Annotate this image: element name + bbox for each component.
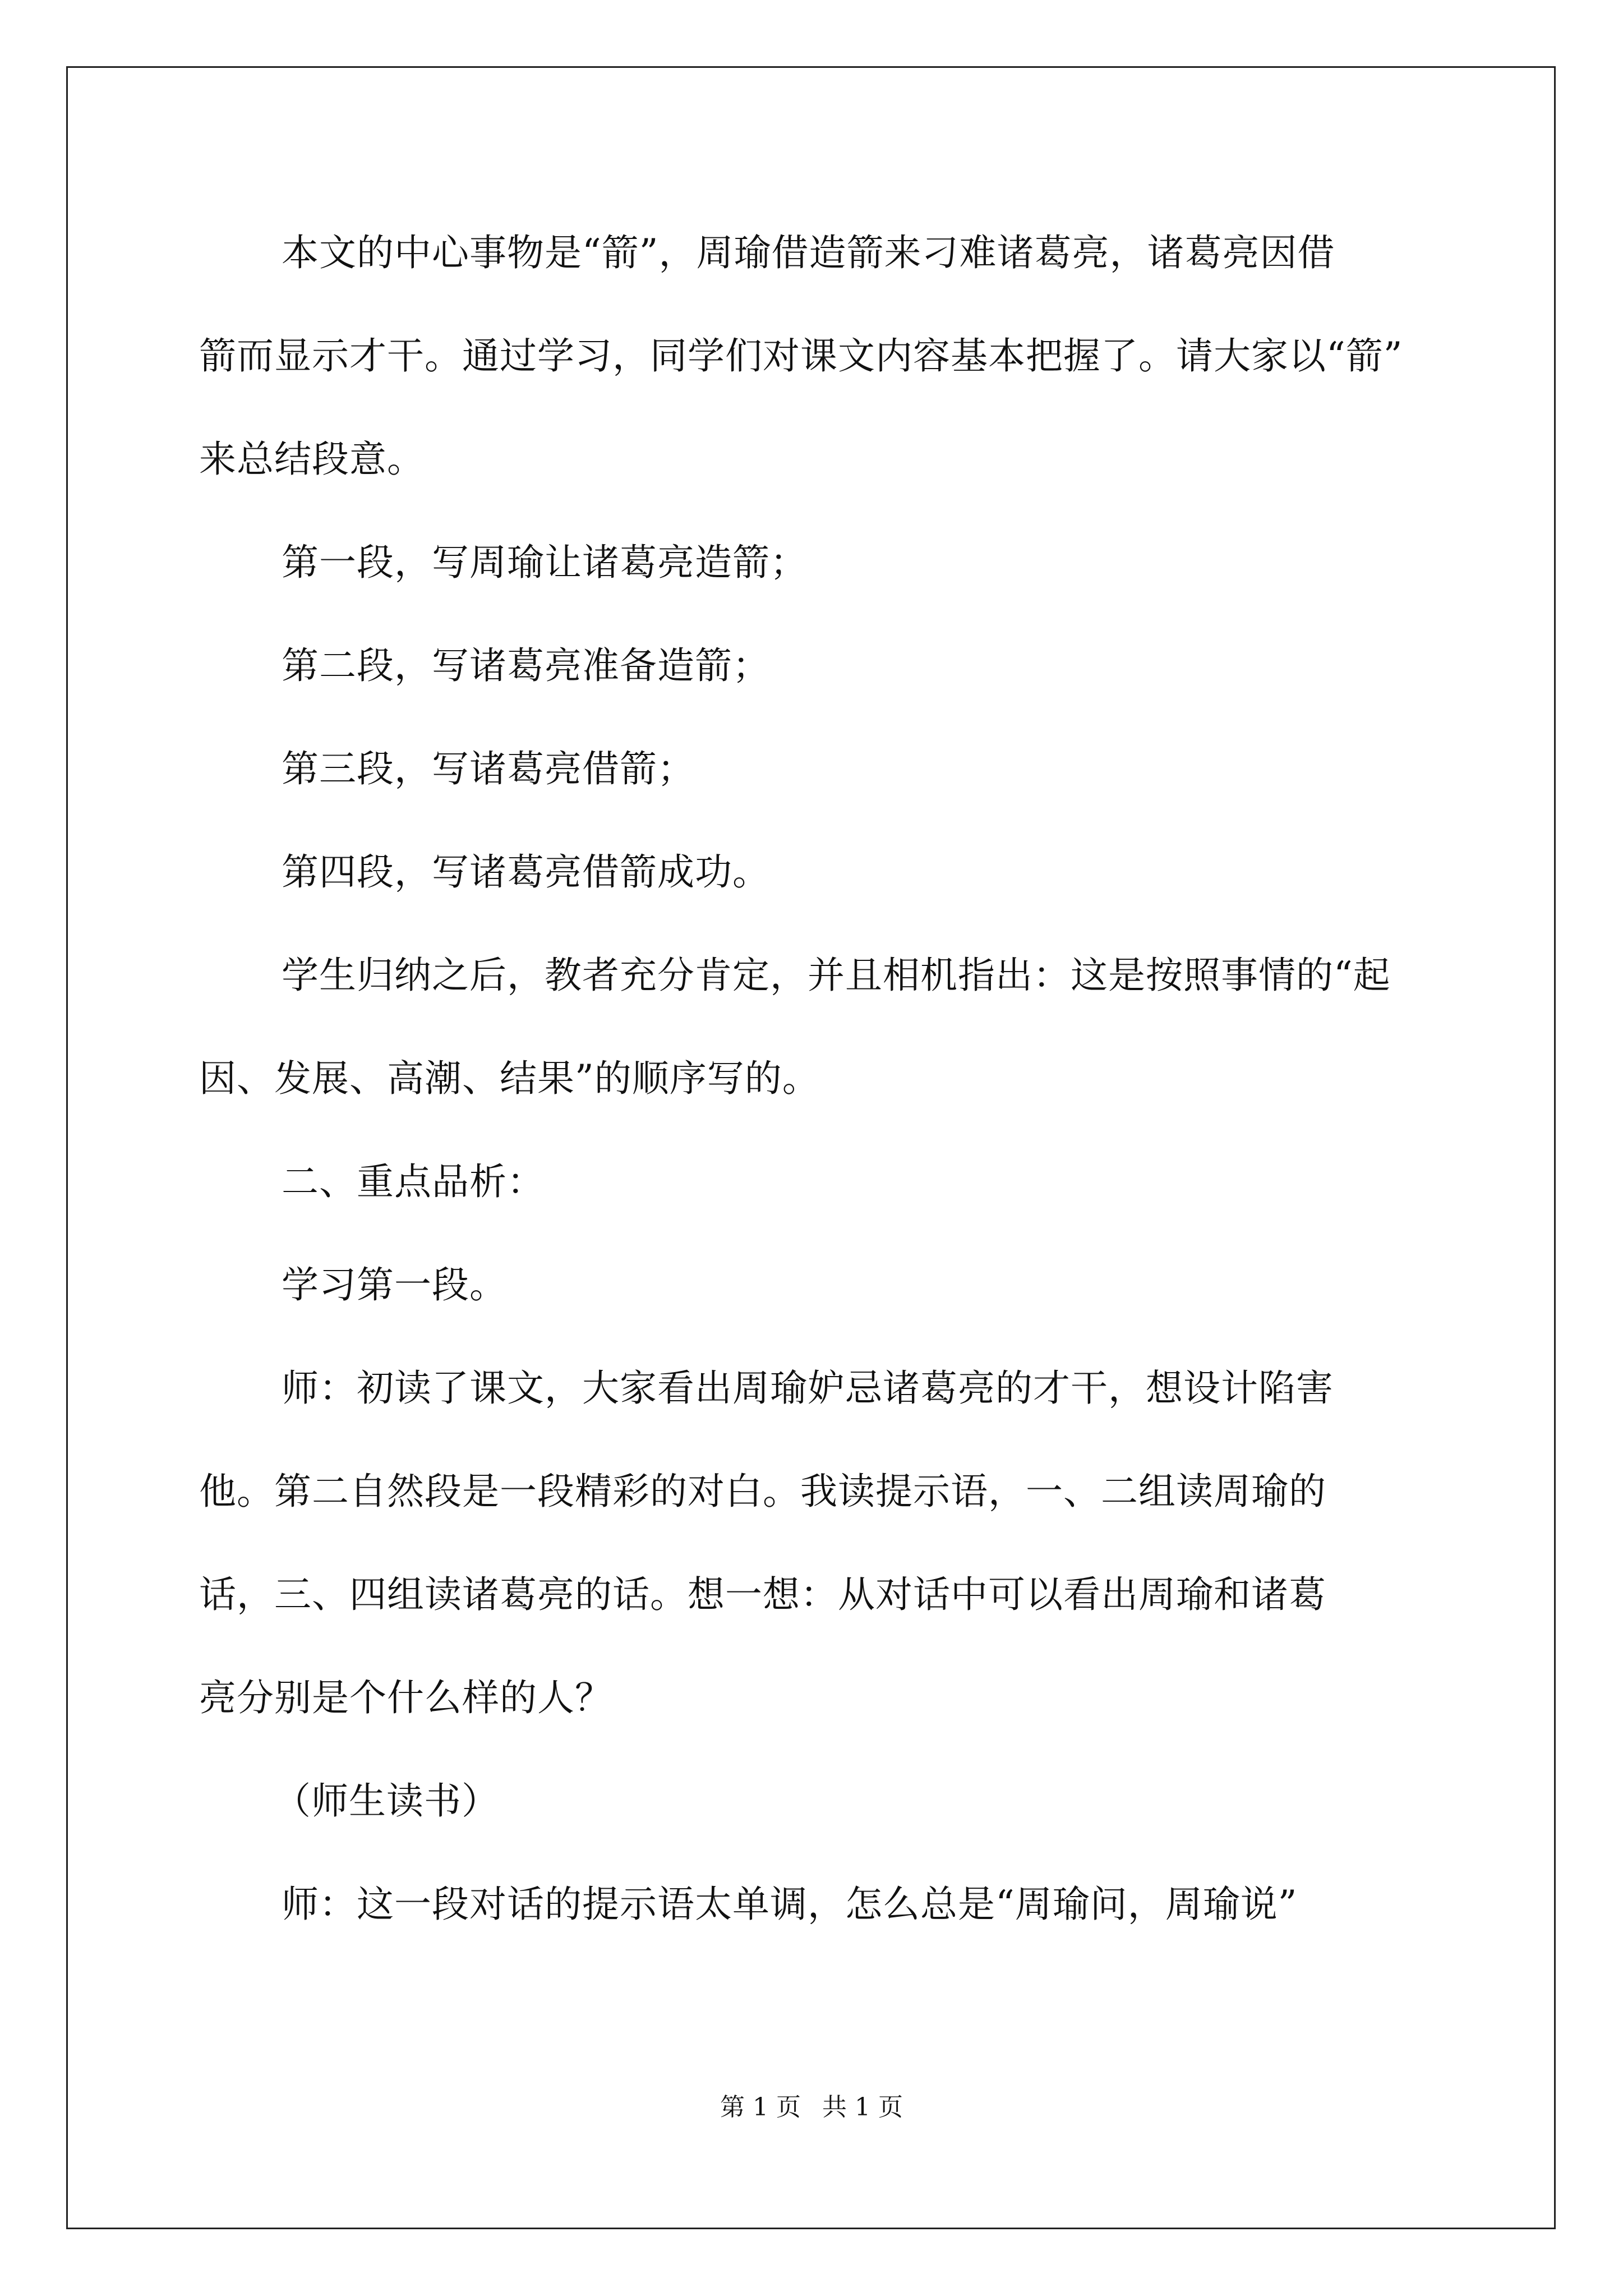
- text-line: 学生归纳之后，教者充分肯定，并且相机指出：这是按照事情的“起: [282, 954, 1391, 997]
- text-line: 师：这一段对话的提示语太单调，怎么总是“周瑜问，周瑜说”: [282, 1883, 1298, 1926]
- text-line: 本文的中心事物是“箭”，周瑜借造箭来刁难诸葛亮，诸葛亮因借: [282, 231, 1335, 274]
- text-line: 箭而显示才干。通过学习，同学们对课文内容基本把握了。请大家以“箭”: [199, 334, 1403, 378]
- text-line: 师：初读了课文，大家看出周瑜妒忌诸葛亮的才干，想设计陷害: [282, 1366, 1334, 1410]
- text-line: 亮分别是个什么样的人？: [199, 1676, 612, 1719]
- text-line: 来总结段意。: [199, 438, 425, 481]
- text-line: 第二段，写诸葛亮准备造箭；: [282, 644, 770, 687]
- text-line: 第一段，写周瑜让诸葛亮造箭；: [282, 541, 808, 584]
- text-line: 二、重点品析：: [282, 1160, 545, 1203]
- page-total: 共 1 页: [822, 2093, 903, 2122]
- text-line: （师生读书）: [274, 1779, 499, 1823]
- page-number: 第 1 页: [720, 2093, 801, 2122]
- text-line: 他。第二自然段是一段精彩的对白。我读提示语，一、二组读周瑜的: [199, 1470, 1326, 1513]
- text-line: 话，三、四组读诸葛亮的话。想一想：从对话中可以看出周瑜和诸葛: [199, 1573, 1326, 1616]
- text-line: 因、发展、高潮、结果”的顺序写的。: [199, 1057, 820, 1100]
- text-line: 第四段，写诸葛亮借箭成功。: [282, 850, 770, 894]
- page-footer: [0, 2095, 1623, 2120]
- text-line: 第三段，写诸葛亮借箭；: [282, 747, 695, 790]
- text-line: 学习第一段。: [282, 1263, 507, 1306]
